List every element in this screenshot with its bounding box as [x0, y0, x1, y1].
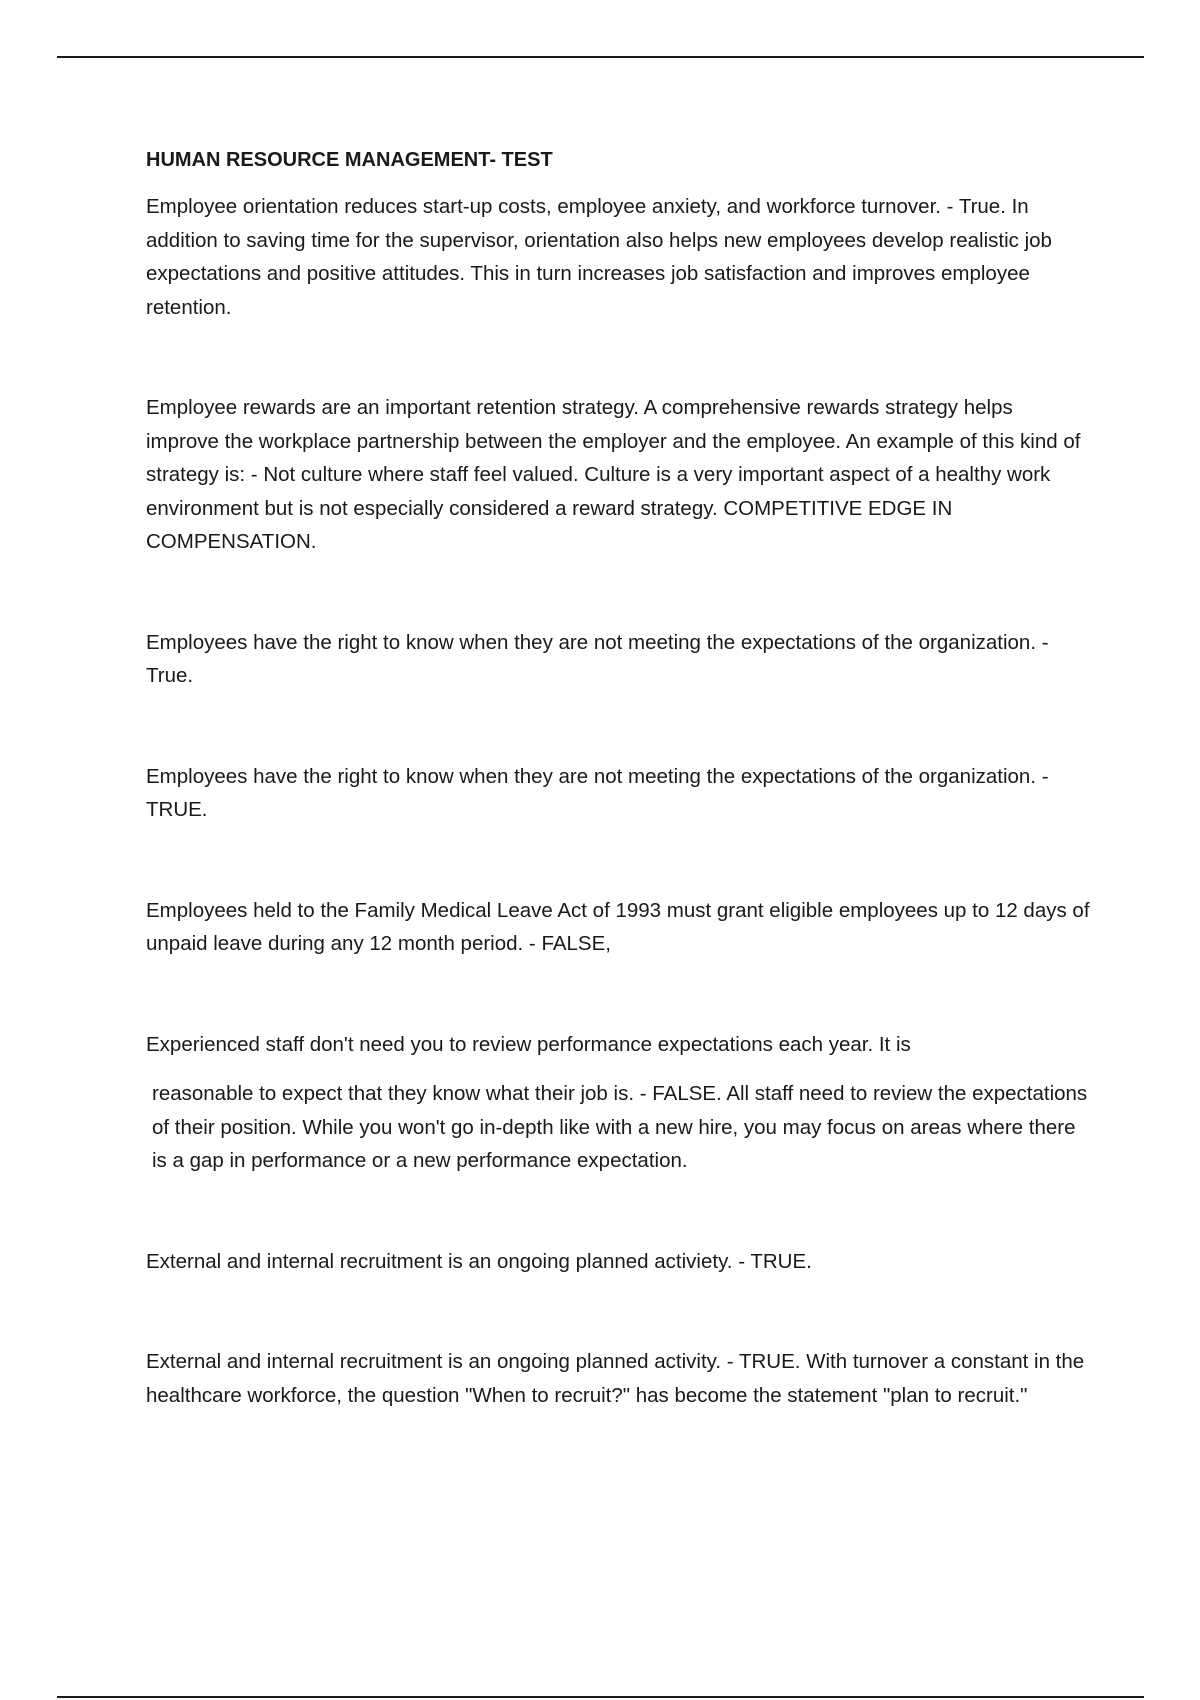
paragraph-expectations-2: Employees have the right to know when they are not meeting the expectations of the organization. - TRUE.	[146, 764, 1049, 821]
paragraph-recruitment-2: External and internal recruitment is an ongoing planned activity. - TRUE. With turnover a constant in the healthcare workforce, the question "When to recruit?" has become the statement "plan to recruit."	[146, 1350, 1085, 1407]
paragraph-fmla: Employees held to the Family Medical Leave Act of 1993 must grant eligible employees up to 12 days of unpaid leave during any 12 month period. - FALSE,	[146, 898, 1090, 955]
paragraph-recruitment-1: External and internal recruitment is an ongoing planned activiety. - TRUE.	[146, 1249, 812, 1273]
paragraph-experienced-staff: Experienced staff don't need you to review performance expectations each year. It is	[146, 1032, 911, 1056]
paragraph-experienced-staff-cont: reasonable to expect that they know what their job is. - FALSE. All staff need to review the expectations of their position. While you won't go in-depth like with a new hire, you may focus on areas where there is a gap in performance or a new performance expectation.	[152, 1082, 1088, 1172]
footer-rule	[57, 1696, 1144, 1698]
paragraph-orientation: Employee orientation reduces start-up costs, employee anxiety, and workforce turnover. - True. In addition to saving time for the supervisor, orientation also helps new employees develop realistic job expectations and positive attitudes. This in turn increases job satisfaction and improves employee retention.	[146, 195, 1052, 319]
paragraph-expectations-1: Employees have the right to know when they are not meeting the expectations of the organization. - True.	[146, 630, 1049, 687]
header-rule	[57, 56, 1144, 58]
document-body	[146, 146, 1091, 1412]
paragraph-rewards: Employee rewards are an important retention strategy. A comprehensive rewards strategy helps improve the workplace partnership between the employer and the employee. An example of this kind of strategy is: - Not culture where staff feel valued. Culture is a very important aspect of a healthy work environment but is not especially considered a reward strategy. COMPETITIVE EDGE IN COMPENSATION.	[146, 396, 1081, 553]
document-title: HUMAN RESOURCE MANAGEMENT- TEST	[146, 149, 553, 171]
